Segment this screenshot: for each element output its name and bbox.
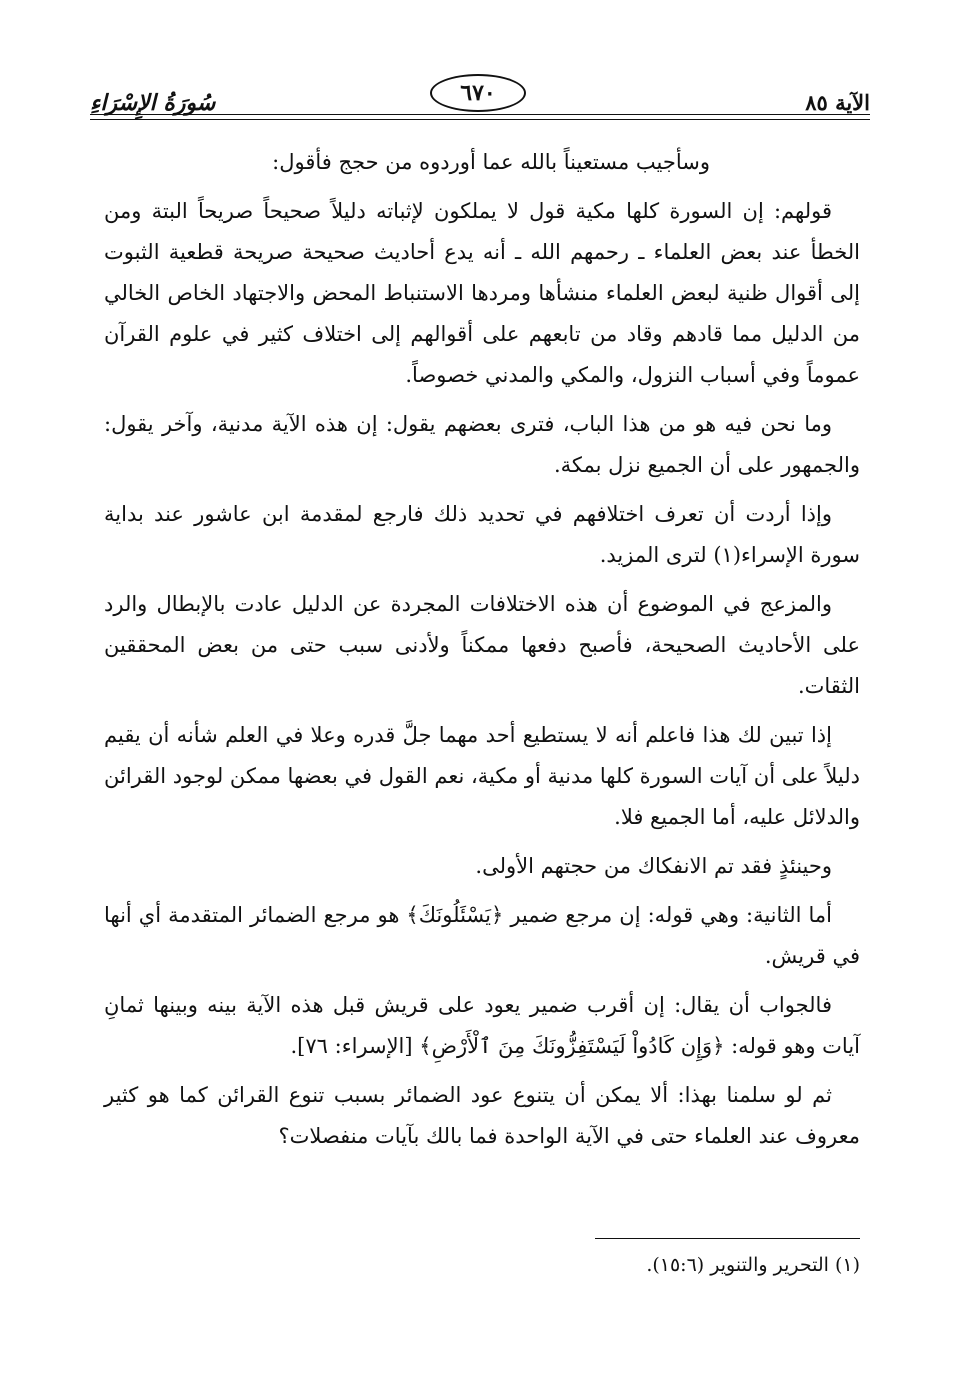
paragraph: فالجواب أن يقال: إن أقرب ضمير يعود على قريش قبل هذه الآية بينه وبينها ثمانِ آيات وهو قوله: ﴿وَإِن كَادُواْ لَيَسْتَفِزُّونَكَ مِنَ ٱلْأَرْضِ﴾ [الإسراء: ٧٦]. <box>104 993 860 1058</box>
paragraph: وسأجيب مستعيناً بالله عما أوردوه من حجج فأقول: <box>272 150 710 174</box>
paragraph: وحينئذٍ فقد تم الانفكاك من حجتهم الأولى. <box>475 854 832 878</box>
footnote: (١) التحرير والتنوير (١٥:٦). <box>646 1254 860 1276</box>
page-header <box>90 70 870 120</box>
surah-title: سُورَةُ الإِسْرَاءِ <box>90 90 216 116</box>
paragraph: إذا تبين لك هذا فاعلم أنه لا يستطيع أحد مهما جلَّ قدره وعلا في العلم شأنه أن يقيم دليلاً على أن آيات السورة كلها مدنية أو مكية، نعم القول في بعضها ممكن لوجود القرائن والدلائل عليه، أما الجميع فلا. <box>104 723 860 829</box>
verse-label: الآية ٨٥ <box>805 90 870 115</box>
footnote-separator <box>595 1238 860 1239</box>
paragraph: أما الثانية: وهي قوله: إن مرجع ضمير ﴿يَسْئَلُونَكَ﴾ هو مرجع الضمائر المتقدمة أي أنها في قريش. <box>104 903 860 968</box>
paragraph: والمزعج في الموضوع أن هذه الاختلافات المجردة عن الدليل عادت بالإبطال والرد على الأحاديث الصحيحة، فأصبح دفعها ممكناً ولأدنى سبب حتى من بعض المحققين الثقات. <box>104 592 860 698</box>
main-text <box>104 142 860 1165</box>
paragraph: وإذا أردت أن تعرف اختلافهم في تحديد ذلك فارجع لمقدمة ابن عاشور عند بداية سورة الإسراء(١) لترى المزيد. <box>104 502 860 567</box>
header-rule-thin <box>90 119 870 120</box>
page-number: ٦٧٠ <box>430 74 526 112</box>
paragraph: ثم لو سلمنا بهذا: ألا يمكن أن يتنوع عود الضمائر بسبب تنوع القرائن كما هو كثير معروف عند العلماء حتى في الآية الواحدة فما بالك بآيات منفصلات؟ <box>104 1083 860 1148</box>
header-rule <box>90 114 870 115</box>
paragraph: وما نحن فيه هو من هذا الباب، فترى بعضهم يقول: إن هذه الآية مدنية، وآخر يقول: والجمهور على أن الجميع نزل بمكة. <box>104 412 860 477</box>
paragraph: قولهم: إن السورة كلها مكية قول لا يملكون لإثباته دليلاً صحيحاً صريحاً البتة ومن الخطأ عند بعض العلماء ـ رحمهم الله ـ أنه يدع أحاديث صحيحة صريحة قطعية الثبوت إلى أقوال ظنية لبعض العلماء منشأها ومردها الاستنباط المحض والاجتهاد الخاص الخالي من الدليل مما قادهم وقاد من تابعهم على أقوالهم إلى اختلاف كثير في علوم القرآن عموماً وفي أسباب النزول، والمكي والمدني خصوصاً. <box>104 199 860 387</box>
